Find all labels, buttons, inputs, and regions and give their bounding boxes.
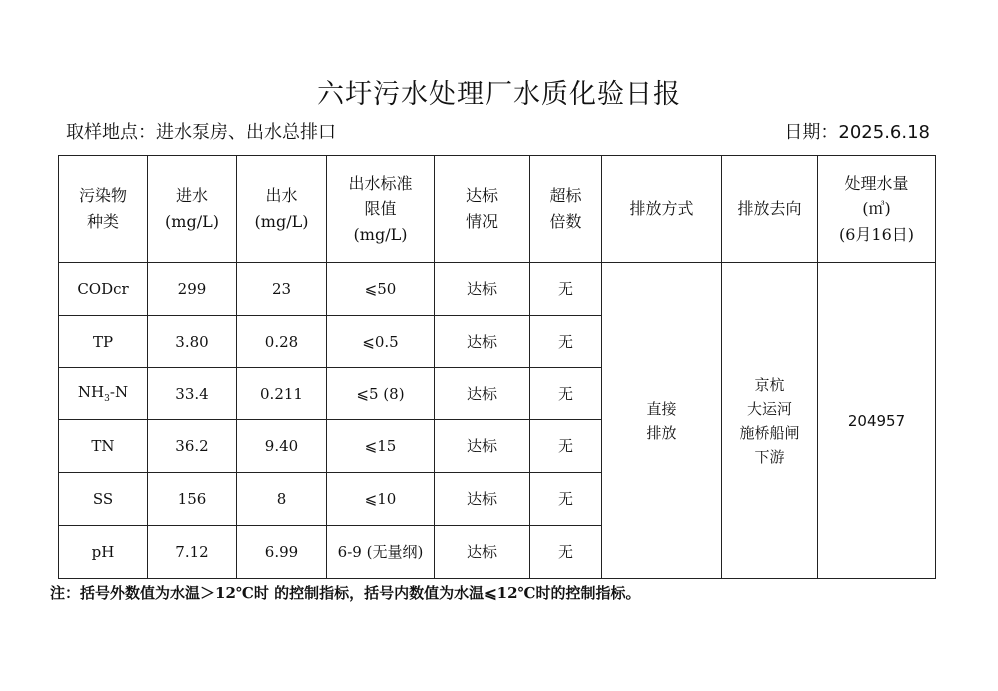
exceed-cell: 无 bbox=[530, 526, 602, 579]
influent-cell: 36.2 bbox=[148, 420, 237, 473]
pollutant-cell: pH bbox=[59, 526, 148, 579]
compliance-cell: 达标 bbox=[435, 526, 530, 579]
discharge-destination-cell: 京杭 大运河 施桥船闸 下游 bbox=[722, 263, 818, 579]
header-pollutant: 污染物 种类 bbox=[59, 156, 148, 263]
influent-cell: 3.80 bbox=[148, 316, 237, 368]
compliance-cell: 达标 bbox=[435, 420, 530, 473]
report-date: 日期：2025.6.18 bbox=[784, 122, 930, 143]
header-influent: 进水 (mg/L) bbox=[148, 156, 237, 263]
influent-cell: 7.12 bbox=[148, 526, 237, 579]
influent-cell: 299 bbox=[148, 263, 237, 316]
exceed-cell: 无 bbox=[530, 263, 602, 316]
exceed-cell: 无 bbox=[530, 368, 602, 420]
header-discharge-method: 排放方式 bbox=[602, 156, 722, 263]
water-quality-table bbox=[58, 155, 936, 579]
header-effluent: 出水 (mg/L) bbox=[237, 156, 327, 263]
header-row bbox=[59, 156, 936, 263]
pollutant-cell: $NH_3-N$ bbox=[59, 368, 148, 420]
compliance-cell: 达标 bbox=[435, 473, 530, 526]
effluent-cell: 0.211 bbox=[237, 368, 327, 420]
compliance-cell: 达标 bbox=[435, 316, 530, 368]
table-row bbox=[59, 263, 936, 316]
pollutant-cell: CODcr bbox=[59, 263, 148, 316]
effluent-cell: 9.40 bbox=[237, 420, 327, 473]
header-limit: 出水标准 限值 (mg/L) bbox=[327, 156, 435, 263]
limit-cell: ⩽5 (8) bbox=[327, 368, 435, 420]
footnote: 注：括号外数值为水温＞12℃时 的控制指标，括号内数值为水温⩽12℃时的控制指标。 bbox=[50, 584, 641, 602]
report-title: 六圩污水处理厂水质化验日报 bbox=[317, 79, 681, 110]
exceed-cell: 无 bbox=[530, 473, 602, 526]
header-compliance: 达标 情况 bbox=[435, 156, 530, 263]
limit-cell: ⩽15 bbox=[327, 420, 435, 473]
header-exceed: 超标 倍数 bbox=[530, 156, 602, 263]
compliance-cell: 达标 bbox=[435, 368, 530, 420]
limit-cell: ⩽50 bbox=[327, 263, 435, 316]
limit-cell: 6-9 (无量纲) bbox=[327, 526, 435, 579]
treated-volume-value: 204957 bbox=[818, 263, 936, 579]
influent-cell: 156 bbox=[148, 473, 237, 526]
pollutant-cell: TN bbox=[59, 420, 148, 473]
influent-cell: 33.4 bbox=[148, 368, 237, 420]
exceed-cell: 无 bbox=[530, 420, 602, 473]
header-volume: 处理水量 (㎥) (6月16日) bbox=[818, 156, 936, 263]
discharge-method-cell: 直接 排放 bbox=[602, 263, 722, 579]
exceed-cell: 无 bbox=[530, 316, 602, 368]
compliance-cell: 达标 bbox=[435, 263, 530, 316]
pollutant-cell: TP bbox=[59, 316, 148, 368]
effluent-cell: 0.28 bbox=[237, 316, 327, 368]
sampling-location: 取样地点：进水泵房、出水总排口 bbox=[66, 122, 336, 143]
effluent-cell: 23 bbox=[237, 263, 327, 316]
effluent-cell: 6.99 bbox=[237, 526, 327, 579]
pollutant-cell: SS bbox=[59, 473, 148, 526]
limit-cell: ⩽0.5 bbox=[327, 316, 435, 368]
header-discharge-dest: 排放去向 bbox=[722, 156, 818, 263]
effluent-cell: 8 bbox=[237, 473, 327, 526]
limit-cell: ⩽10 bbox=[327, 473, 435, 526]
